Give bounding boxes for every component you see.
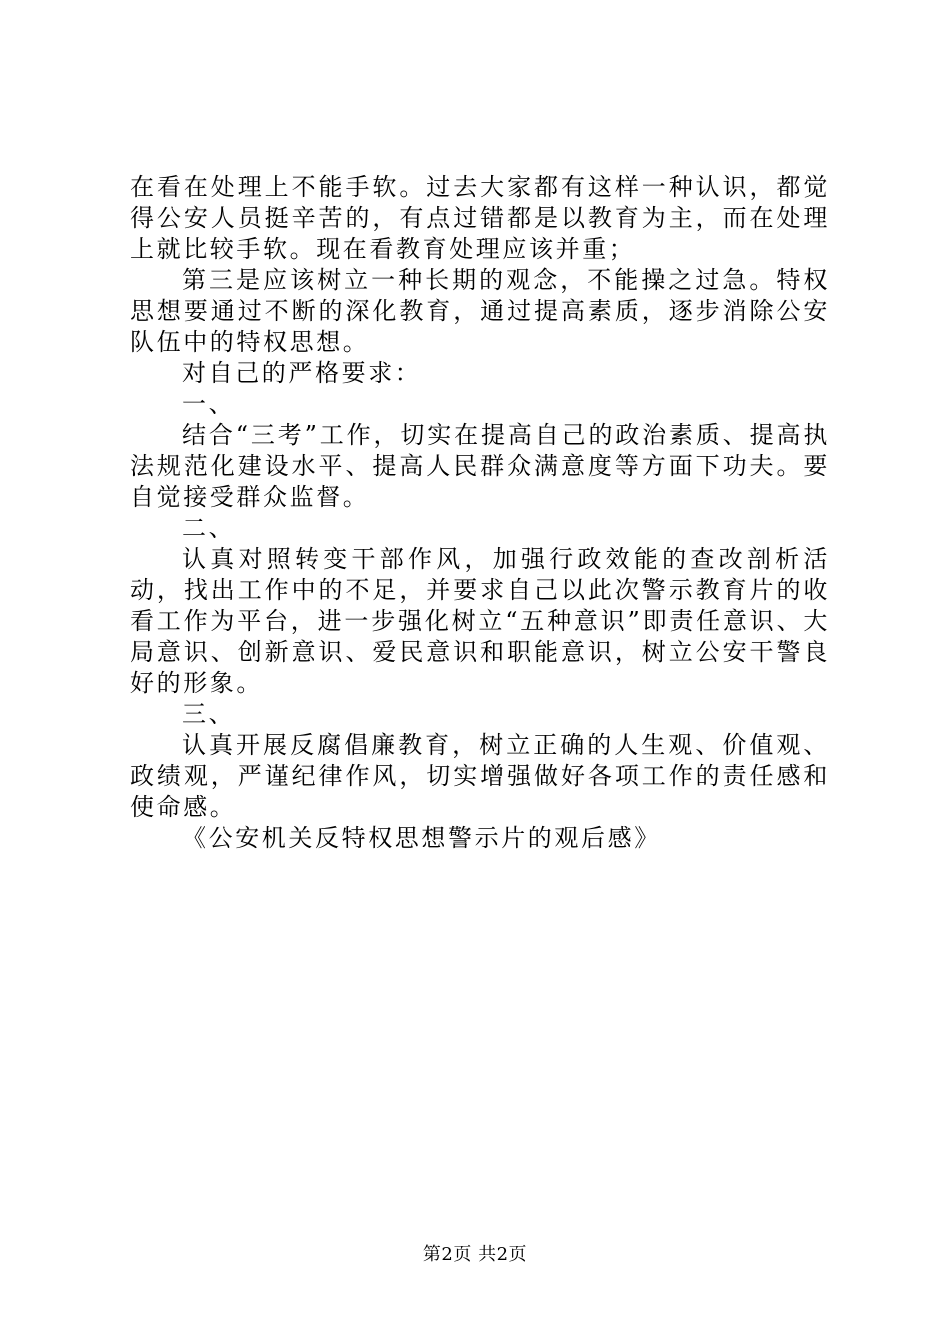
list-marker-1: 一、 bbox=[182, 390, 236, 418]
list-marker-2: 二、 bbox=[182, 514, 236, 542]
paragraph-6: 认真开展反腐倡廉教育，树立正确的人生观、价值观、政绩观，严谨纪律作风，切实增强做好各项工作的责任感和使命感。 bbox=[130, 731, 830, 821]
document-title-reference: 《公安机关反特权思想警示片的观后感》 bbox=[182, 824, 661, 852]
paragraph-1: 在看在处理上不能手软。过去大家都有这样一种认识，都觉得公安人员挺辛苦的，有点过错都是以教育为主，而在处理上就比较手软。现在看教育处理应该并重； bbox=[130, 173, 830, 263]
paragraph-4: 结合“三考”工作，切实在提高自己的政治素质、提高执法规范化建设水平、提高人民群众满意度等方面下功夫。要自觉接受群众监督。 bbox=[130, 421, 830, 511]
page-number-footer: 第2页 共2页 bbox=[422, 1244, 528, 1265]
document-body bbox=[130, 172, 830, 854]
list-marker-3: 三、 bbox=[182, 700, 236, 728]
paragraph-5: 认真对照转变干部作风，加强行政效能的查改剖析活动，找出工作中的不足，并要求自己以此次警示教育片的收看工作为平台，进一步强化树立“五种意识”即责任意识、大局意识、创新意识、爱民意识和职能意识，树立公安干警良好的形象。 bbox=[130, 545, 830, 697]
paragraph-3: 对自己的严格要求： bbox=[182, 359, 422, 387]
paragraph-2: 第三是应该树立一种长期的观念，不能操之过急。特权思想要通过不断的深化教育，通过提高素质，逐步消除公安队伍中的特权思想。 bbox=[130, 266, 830, 356]
